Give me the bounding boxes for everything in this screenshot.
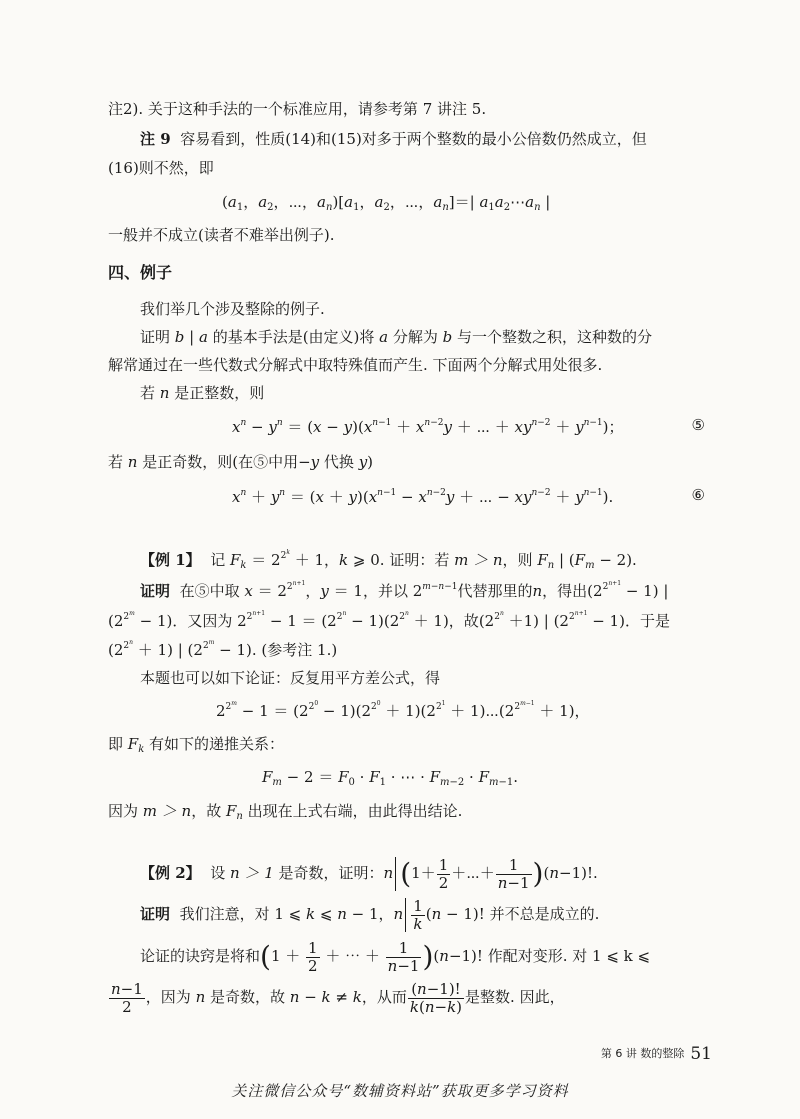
text-line: 我们举几个涉及整除的例子. <box>140 300 325 318</box>
text-line: 证明 在⑤中取 $x = 2^{2^{n+1}}$，y ＝ 1，并以 $2^{m-n-1}$代替那里的n，得出$(2^{2^{n+1}} - 1)$ | <box>140 580 669 600</box>
text-line: 证明 我们注意，对 1 ⩽ k ⩽ n − 1，n $\frac{1}{k}$ (n − 1)! 并不总是成立的. <box>140 896 600 933</box>
proof-label: 证明 <box>140 905 171 923</box>
example-label: 【例 2】 <box>140 864 201 882</box>
text-line <box>140 128 647 150</box>
section-heading: 四、例子 <box>108 263 173 282</box>
proof-label: 证明 <box>140 582 171 600</box>
display-equation: $2^{2^m} - 1 = (2^{2^0} - 1)(2^{2^0} + 1)(2^{2^1}$ ＋ $1)\cdots(2^{2^{m-1}} + 1)$， <box>216 700 590 720</box>
note-label: 注 9 <box>140 130 171 148</box>
text-line: 解常通过在一些代数式分解式中取特殊值而产生. 下面两个分解式用处很多. <box>108 356 603 374</box>
text-line: 本题也可以如下论证：反复用平方差公式，得 <box>140 669 441 687</box>
equation-label: ⑥ <box>691 486 705 504</box>
equation-label: ⑤ <box>691 416 705 434</box>
text-line: $(2^{2^m} - 1)$．又因为 $2^{2^{n+1}} - 1 = (2^{2^n} - 1)(2^{2^n} + 1)$，故$(2^{2^n} +1)$ | $(2^{2^{n+1}} - 1)$．于是 <box>108 610 670 630</box>
example-label: 【例 1】 <box>140 551 201 569</box>
text-line: 注2). 关于这种手法的一个标准应用，请参考第 7 讲注 5. <box>108 100 487 118</box>
page-number: 51 <box>690 1044 712 1064</box>
text-line: 论证的诀窍是将和(1 ＋ $\frac{1}{2}$ ＋ ⋯ ＋ $\frac{1}{n-1}$ )(n−1)! 作配对变形. 对 1 ⩽ k ⩽ <box>140 938 651 975</box>
display-equation: $x^n - y^n = (x - y)(x^{n-1} + x^{n-2}y$ ＋ ⋯ ＋ $xy^{n-2} + y^{n-1}$)； <box>232 418 624 436</box>
text-line: 【例 2】 设 n ＞ 1 是奇数，证明：n (1＋ $\frac{1}{2}$ ＋⋯＋ $\frac{1}{n-1}$ )(n−1)!. <box>140 855 598 892</box>
chapter-label: 第 6 讲 数的整除 <box>600 1047 685 1060</box>
display-equation: $x^n + y^n = (x + y)(x^{n-1} - x^{n-2}y$ ＋ ⋯ − $xy^{n-2} + y^{n-1}$). <box>232 488 614 506</box>
display-equation: ($a_1$，$a_2$，⋯，$a_n)[a_1$，$a_2$，⋯，$a_n]=|$ $a_1a_2\cdots a_n$ | <box>222 193 551 213</box>
text-line: 若 n 是正整数，则 <box>140 384 265 402</box>
text-line: $(2^{2^n} + 1)$ | $(2^{2^m} - 1)$. (参考注 1.) <box>108 639 338 659</box>
text-line: 证明 b | a 的基本手法是(由定义)将 a 分解为 b 与一个整数之积，这种数的分 <box>140 328 653 346</box>
display-equation: $F_m - 2 = F_0 \cdot F_1$ · ⋯ · $F_{m-2} \cdot F_{m-1}$. <box>262 768 519 788</box>
text-line: 容易看到，性质(14)和(15)对多于两个整数的最小公倍数仍然成立，但 <box>180 130 647 148</box>
text-line: (16)则不然，即 <box>108 159 214 177</box>
page-footer <box>0 1044 712 1064</box>
text-line: 若 n 是正奇数，则(在⑤中用−y 代换 y) <box>108 453 374 471</box>
watermark-banner: 关注微信公众号“数辅资料站”获取更多学习资料 <box>231 1082 569 1100</box>
text-line: 一般并不成立(读者不难举出例子). <box>108 226 335 244</box>
text-line: $\frac{n-1}{2}$ ，因为 n 是奇数，故 n − k ≠ k，从而 $\frac{(n-1)!}{k(n-k)}$ 是整数. 因此， <box>111 979 565 1016</box>
text-line: 因为 m ＞ n，故 $F_n$ 出现在上式右端，由此得出结论. <box>108 802 463 822</box>
text-line: 即 $F_k$ 有如下的递推关系： <box>108 735 285 755</box>
text-line: 【例 1】 记 $F_k = 2^{2^k} + 1$，k ⩾ 0. 证明：若 m ＞ n，则 $F_n$ | $(F_m - 2)$. <box>140 549 637 571</box>
